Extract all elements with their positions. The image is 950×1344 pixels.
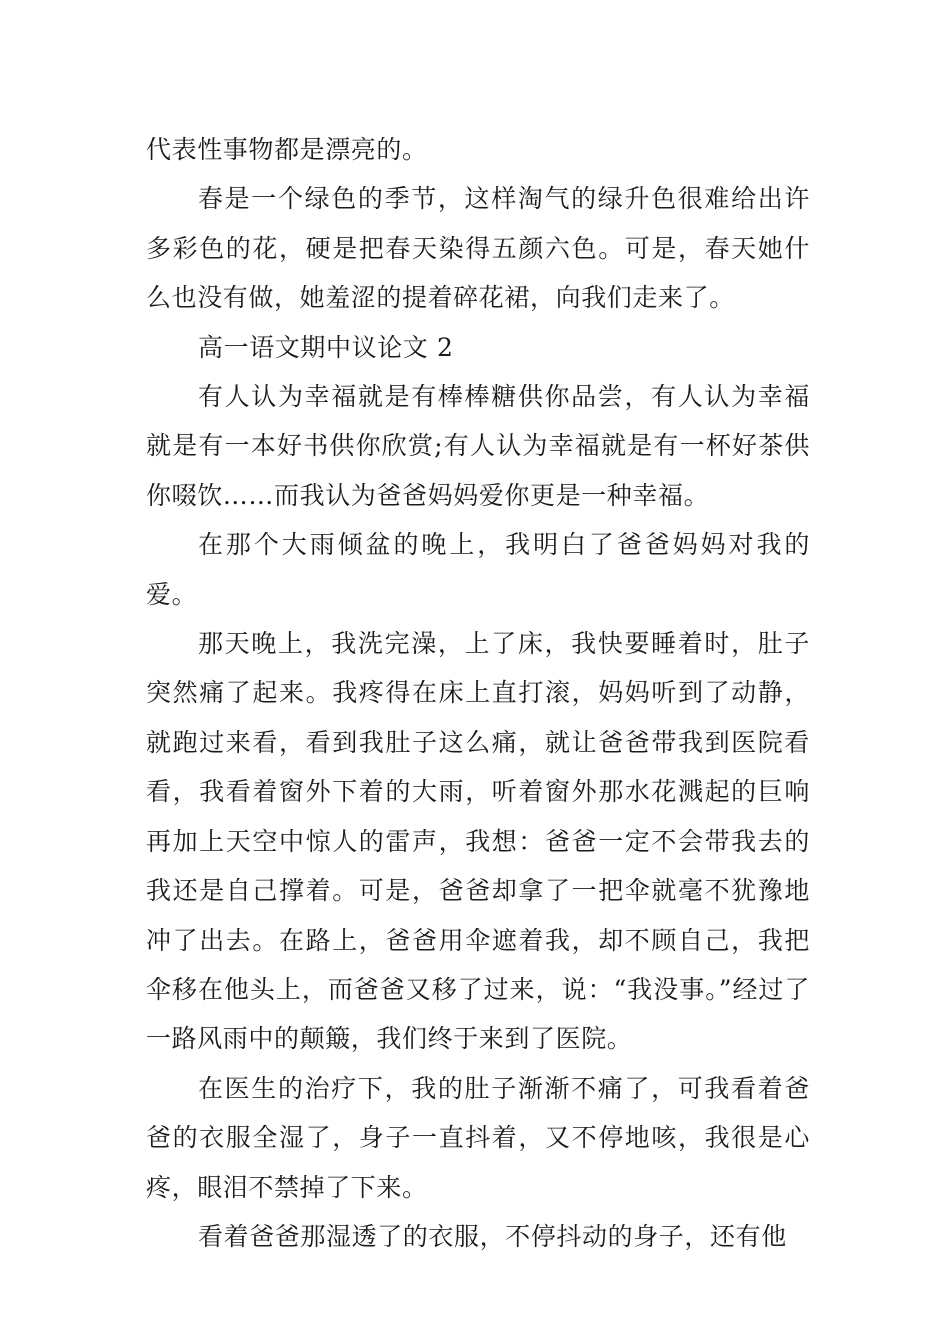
paragraph-2: 春是一个绿色的季节，这样淘气的绿升色很难给出许多彩色的花，硬是把春天染得五颜六色。可是，春天她什么也没有做，她羞涩的提着碎花裙，向我们走来了。 (146, 184, 810, 313)
paragraph-4: 在那个大雨倾盆的晚上，我明白了爸爸妈妈对我的爱。 (146, 530, 810, 609)
paragraph-6: 在医生的治疗下，我的肚子渐渐不痛了，可我看着爸爸的衣服全湿了，身子一直抖着，又不停地咳，我很是心疼，眼泪不禁掉了下来。 (146, 1073, 810, 1202)
paragraph-1: 代表性事物都是漂亮的。 (146, 135, 428, 164)
section-heading: 高一语文期中议论文 2 (198, 332, 454, 362)
paragraph-3: 有人认为幸福就是有棒棒糖供你品尝，有人认为幸福就是有一本好书供你欣赏;有人认为幸福就是有一杯好茶供你啜饮……而我认为爸爸妈妈爱你更是一种幸福。 (146, 382, 810, 510)
paragraph-7: 看着爸爸那湿透了的衣服，不停抖动的身子，还有他 (198, 1221, 787, 1251)
document-body (146, 125, 810, 1261)
paragraph-5: 那天晚上，我洗完澡，上了床，我快要睡着时，肚子突然痛了起来。我疼得在床上直打滚，妈妈听到了动静，就跑过来看，看到我肚子这么痛，就让爸爸带我到医院看看，我看着窗外下着的大雨，听着窗外那水花溅起的巨响再加上天空中惊人的雷声，我想：爸爸一定不会带我去的我还是自己撑着。可是，爸爸却拿了一把伞就毫不犹豫地冲了出去。在路上，爸爸用伞遮着我，却不顾自己，我把伞移在他头上，而爸爸又移了过来，说：“我没事。”经过了一路风雨中的颠簸，我们终于来到了医院。 (146, 629, 810, 1054)
